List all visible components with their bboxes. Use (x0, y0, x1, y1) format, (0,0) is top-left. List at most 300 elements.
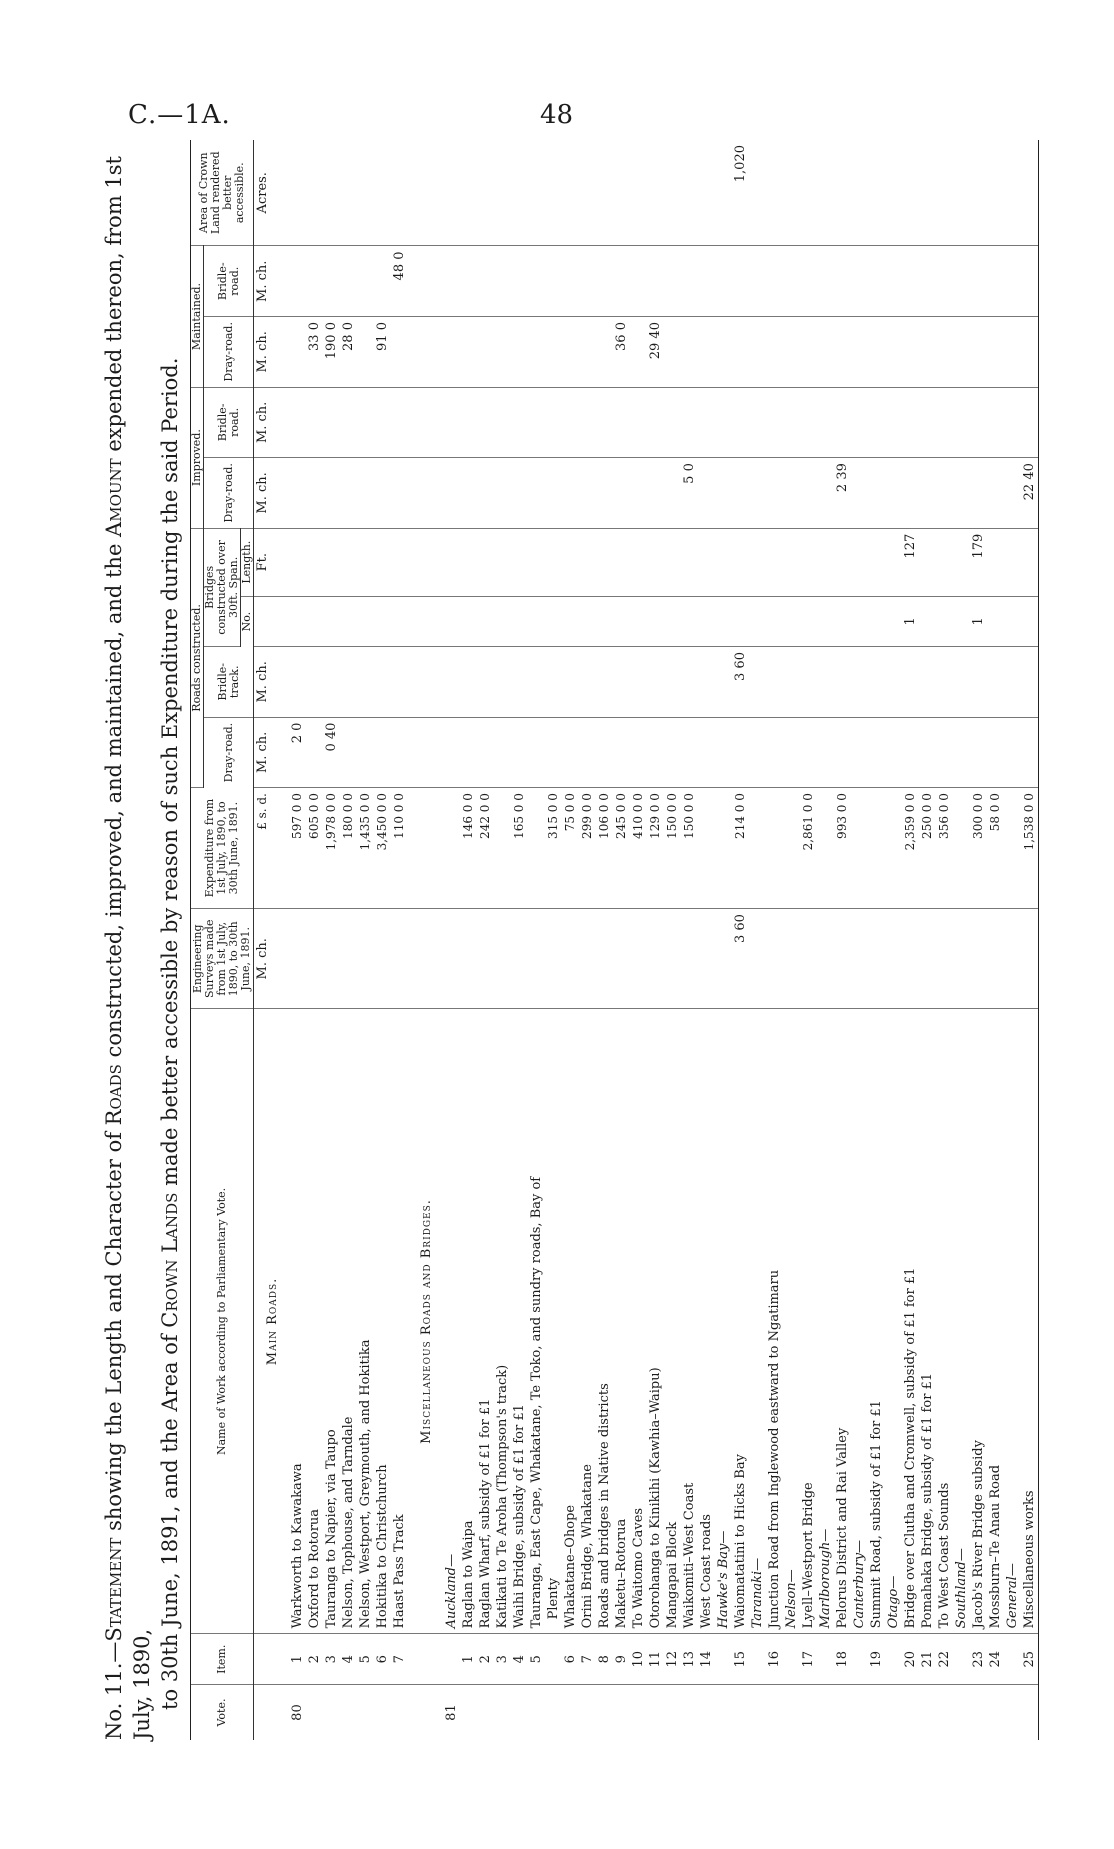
expenditure-cell: 315 0 0 (545, 788, 562, 909)
item-cell: 4 (340, 1634, 357, 1685)
work-name: Hawke's Bay— (715, 1009, 732, 1634)
page-reference: C.—1A. (128, 100, 231, 130)
maintained-dray-cell: 28 0 (340, 317, 357, 388)
maintained-dray-cell: 33 0 (306, 317, 323, 388)
improved-dray-cell (460, 458, 477, 529)
area-cell (391, 140, 408, 246)
constructed-dray-cell (647, 717, 664, 788)
constructed-dray-cell (732, 717, 749, 788)
item-cell: 5 (357, 1634, 374, 1685)
vote-cell (494, 1685, 511, 1740)
bridge-length-cell (987, 528, 1004, 596)
expenditure-cell (443, 788, 460, 909)
improved-bridle-cell (494, 387, 511, 458)
bridge-no-cell (766, 596, 783, 646)
table-row (323, 140, 340, 1740)
maintained-dray-cell (681, 317, 698, 388)
bridge-no-cell (834, 596, 851, 646)
maintained-dray-cell (834, 317, 851, 388)
constructed-bridle-cell (494, 647, 511, 718)
constructed-dray-cell (817, 717, 834, 788)
vote-cell (613, 1685, 630, 1740)
constructed-bridle-cell (528, 647, 545, 718)
improved-dray-cell: 2 39 (834, 458, 851, 529)
improved-dray-cell: 22 40 (1021, 458, 1039, 529)
improved-bridle-cell (681, 387, 698, 458)
area-cell (596, 140, 613, 246)
statement-title: No. 11.—Statement showing the Length and Character of Roads constructed, improved, and maintained, and the Amount expended thereon, from 1st July, 1890, to 30th June, 1891, and the Area of Crown Lands made better accessible by reason of such Expenditure during the said Period. (102, 156, 182, 1740)
improved-bridle-cell (511, 387, 528, 458)
table-row (596, 140, 613, 1740)
expenditure-cell (494, 788, 511, 909)
maintained-dray-cell (596, 317, 613, 388)
header-area: Area of Crown Land rendered better accessible. (191, 140, 254, 246)
vote-cell (323, 1685, 340, 1740)
vote-cell (391, 1685, 408, 1740)
header-improved: Improved. (191, 387, 204, 528)
work-name: Whakatane–Ohope (562, 1009, 579, 1634)
expenditure-cell (528, 788, 545, 909)
constructed-dray-cell (868, 717, 885, 788)
bridge-length-cell (749, 528, 766, 596)
constructed-dray-cell (391, 717, 408, 788)
item-cell: 1 (289, 1634, 306, 1685)
bridge-no-cell (511, 596, 528, 646)
survey-cell (340, 909, 357, 1009)
improved-bridle-cell (953, 387, 970, 458)
constructed-bridle-cell (391, 647, 408, 718)
expenditure-cell (698, 788, 715, 909)
constructed-dray-cell (783, 717, 800, 788)
item-cell: 1 (460, 1634, 477, 1685)
improved-bridle-cell (289, 387, 306, 458)
table-row (391, 140, 408, 1740)
table-row (630, 140, 647, 1740)
constructed-dray-cell (664, 717, 681, 788)
constructed-dray-cell (528, 717, 545, 788)
constructed-dray-cell (374, 717, 391, 788)
improved-dray-cell (783, 458, 800, 529)
maintained-bridle-cell (613, 246, 630, 317)
bridge-length-cell (681, 528, 698, 596)
maintained-dray-cell (630, 317, 647, 388)
maintained-dray-cell (579, 317, 596, 388)
improved-bridle-cell (477, 387, 494, 458)
improved-bridle-cell (749, 387, 766, 458)
table-row (834, 140, 851, 1740)
item-cell (783, 1634, 800, 1685)
table-row (579, 140, 596, 1740)
improved-dray-cell (698, 458, 715, 529)
item-cell: 7 (391, 1634, 408, 1685)
header-rc-bridges: Bridges constructed over 30ft. Span. (204, 528, 241, 646)
maintained-dray-cell (460, 317, 477, 388)
work-name: Maketu–Rotorua (613, 1009, 630, 1634)
vote-cell (647, 1685, 664, 1740)
improved-bridle-cell (987, 387, 1004, 458)
constructed-dray-cell (970, 717, 987, 788)
survey-cell (800, 909, 817, 1009)
improved-dray-cell (494, 458, 511, 529)
work-name: Nelson, Tophouse, and Tarndale (340, 1009, 357, 1634)
work-name: Junction Road from Inglewood eastward to Ngatimaru (766, 1009, 783, 1634)
table-row (647, 140, 664, 1740)
vote-cell (851, 1685, 868, 1740)
survey-cell (834, 909, 851, 1009)
expenditure-cell: 150 0 0 (681, 788, 698, 909)
survey-cell (460, 909, 477, 1009)
work-name: Nelson, Westport, Greymouth, and Hokitika (357, 1009, 374, 1634)
table-row (289, 140, 306, 1740)
constructed-bridle-cell (545, 647, 562, 718)
bridge-length-cell (443, 528, 460, 596)
bridge-no-cell: 1 (902, 596, 919, 646)
work-name: To West Coast Sounds (936, 1009, 953, 1634)
maintained-bridle-cell (460, 246, 477, 317)
maintained-bridle-cell (579, 246, 596, 317)
bridge-length-cell (919, 528, 936, 596)
expenditure-cell (715, 788, 732, 909)
expenditure-cell: 299 0 0 (579, 788, 596, 909)
improved-dray-cell (970, 458, 987, 529)
item-cell: 17 (800, 1634, 817, 1685)
area-cell (323, 140, 340, 246)
constructed-dray-cell (460, 717, 477, 788)
improved-dray-cell (800, 458, 817, 529)
item-cell (953, 1634, 970, 1685)
constructed-dray-cell (545, 717, 562, 788)
area-cell (1004, 140, 1021, 246)
expenditure-cell (749, 788, 766, 909)
improved-bridle-cell (460, 387, 477, 458)
area-cell (681, 140, 698, 246)
unit-bridle-track: M. ch. (254, 647, 290, 718)
work-name: Katikati to Te Aroha (Thompson's track) (494, 1009, 511, 1634)
work-name: Canterbury— (851, 1009, 868, 1634)
constructed-bridle-cell (323, 647, 340, 718)
work-name: General— (1004, 1009, 1021, 1634)
work-name: Nelson— (783, 1009, 800, 1634)
item-cell: 19 (868, 1634, 885, 1685)
table-row (443, 140, 460, 1740)
survey-cell (443, 909, 460, 1009)
table-row (715, 140, 732, 1740)
constructed-dray-cell (681, 717, 698, 788)
improved-dray-cell (579, 458, 596, 529)
improved-bridle-cell (613, 387, 630, 458)
header-name: Name of Work according to Parliamentary Vote. (191, 1009, 254, 1634)
header-imp-bridle: Bridle-road. (204, 387, 254, 458)
survey-cell (1004, 909, 1021, 1009)
survey-cell (647, 909, 664, 1009)
maintained-bridle-cell (766, 246, 783, 317)
constructed-bridle-cell (715, 647, 732, 718)
work-name: Taranaki— (749, 1009, 766, 1634)
improved-bridle-cell (868, 387, 885, 458)
bridge-no-cell (800, 596, 817, 646)
vote-cell (1021, 1685, 1039, 1740)
bridge-no-cell (289, 596, 306, 646)
constructed-bridle-cell (766, 647, 783, 718)
survey-cell (579, 909, 596, 1009)
work-name: Otorohanga to Kinikihi (Kawhia–Waipu) (647, 1009, 664, 1634)
expenditure-cell: 214 0 0 (732, 788, 749, 909)
improved-dray-cell (1004, 458, 1021, 529)
area-cell (1021, 140, 1039, 246)
vote-cell (936, 1685, 953, 1740)
bridge-length-cell (817, 528, 834, 596)
improved-dray-cell (357, 458, 374, 529)
expenditure-cell: 146 0 0 (460, 788, 477, 909)
improved-bridle-cell (800, 387, 817, 458)
maintained-bridle-cell (987, 246, 1004, 317)
maintained-dray-cell (477, 317, 494, 388)
improved-dray-cell (306, 458, 323, 529)
bridge-no-cell (630, 596, 647, 646)
work-name: Otago— (885, 1009, 902, 1634)
bridge-no-cell (936, 596, 953, 646)
constructed-bridle-cell (698, 647, 715, 718)
constructed-bridle-cell (477, 647, 494, 718)
bridge-length-cell (715, 528, 732, 596)
bridge-no-cell (868, 596, 885, 646)
bridge-length-cell (391, 528, 408, 596)
table-row (477, 140, 494, 1740)
table-row (664, 140, 681, 1740)
maintained-bridle-cell (562, 246, 579, 317)
survey-cell (715, 909, 732, 1009)
item-cell (545, 1634, 562, 1685)
bridge-length-cell (460, 528, 477, 596)
bridge-length-cell (511, 528, 528, 596)
bridge-length-cell (596, 528, 613, 596)
bridge-length-cell (374, 528, 391, 596)
vote-cell: 81 (444, 1704, 459, 1721)
expenditure-cell: 2,359 0 0 (902, 788, 919, 909)
table-row (987, 140, 1004, 1740)
bridge-no-cell (596, 596, 613, 646)
item-cell: 15 (732, 1634, 749, 1685)
table-row (800, 140, 817, 1740)
bridge-length-cell (306, 528, 323, 596)
constructed-bridle-cell (783, 647, 800, 718)
improved-dray-cell (885, 458, 902, 529)
item-cell: 3 (323, 1634, 340, 1685)
constructed-dray-cell (357, 717, 374, 788)
header-item: Item. (191, 1634, 254, 1685)
item-cell: 9 (613, 1634, 630, 1685)
table-row (613, 140, 630, 1740)
improved-dray-cell (749, 458, 766, 529)
improved-bridle-cell (443, 387, 460, 458)
area-cell (647, 140, 664, 246)
header-rc-bridle-track: Bridle-track. (204, 647, 254, 718)
vote-cell: 80 (290, 1704, 305, 1721)
constructed-dray-cell (494, 717, 511, 788)
area-cell: 1,020 (732, 140, 749, 246)
area-cell (664, 140, 681, 246)
area-cell (579, 140, 596, 246)
work-name: Waihi Bridge, subsidy of £1 for £1 (511, 1009, 528, 1634)
constructed-dray-cell (953, 717, 970, 788)
vote-cell (902, 1685, 919, 1740)
vote-cell (732, 1685, 749, 1740)
maintained-dray-cell (783, 317, 800, 388)
vote-cell (834, 1685, 851, 1740)
item-cell: 3 (494, 1634, 511, 1685)
bridge-no-cell (443, 596, 460, 646)
improved-dray-cell (987, 458, 1004, 529)
work-name: Miscellaneous works (1021, 1009, 1039, 1634)
work-name: Orini Bridge, Whakatane (579, 1009, 596, 1634)
improved-dray-cell (630, 458, 647, 529)
work-name: Southland— (953, 1009, 970, 1634)
bridge-no-cell (987, 596, 1004, 646)
bridge-no-cell (374, 596, 391, 646)
survey-cell (613, 909, 630, 1009)
expenditure-cell: 410 0 0 (630, 788, 647, 909)
bridge-no-cell (698, 596, 715, 646)
bridge-length-cell (851, 528, 868, 596)
survey-cell (528, 909, 545, 1009)
units-row (254, 140, 290, 1740)
item-cell: 14 (698, 1634, 715, 1685)
maintained-dray-cell (868, 317, 885, 388)
maintained-bridle-cell (970, 246, 987, 317)
vote-cell (783, 1685, 800, 1740)
bridge-length-cell (579, 528, 596, 596)
vote-cell (800, 1685, 817, 1740)
area-cell (851, 140, 868, 246)
survey-cell (783, 909, 800, 1009)
table-row (783, 140, 800, 1740)
improved-dray-cell (545, 458, 562, 529)
improved-dray-cell (851, 458, 868, 529)
maintained-bridle-cell (596, 246, 613, 317)
bridge-length-cell (664, 528, 681, 596)
bridge-length-cell (562, 528, 579, 596)
item-cell (885, 1634, 902, 1685)
table-row (698, 140, 715, 1740)
bridge-length-cell (783, 528, 800, 596)
maintained-bridle-cell (902, 246, 919, 317)
constructed-bridle-cell (579, 647, 596, 718)
vote-cell (715, 1685, 732, 1740)
bridge-length-cell (494, 528, 511, 596)
work-name: Lyell–Westport Bridge (800, 1009, 817, 1634)
maintained-dray-cell (885, 317, 902, 388)
survey-cell (596, 909, 613, 1009)
constructed-dray-cell (715, 717, 732, 788)
constructed-bridle-cell (817, 647, 834, 718)
bridge-length-cell (1021, 528, 1039, 596)
maintained-dray-cell (936, 317, 953, 388)
work-name: Jacob's River Bridge subsidy (970, 1009, 987, 1634)
bridge-length-cell (528, 528, 545, 596)
vote-cell (630, 1685, 647, 1740)
bridge-no-cell (647, 596, 664, 646)
improved-dray-cell (596, 458, 613, 529)
maintained-bridle-cell (289, 246, 306, 317)
section-misc-roads: Miscellaneous Roads and Bridges. (408, 1009, 443, 1634)
maintained-bridle-cell (340, 246, 357, 317)
maintained-dray-cell (289, 317, 306, 388)
vote-cell (477, 1685, 494, 1740)
item-cell: 18 (834, 1634, 851, 1685)
survey-cell (323, 909, 340, 1009)
constructed-bridle-cell (613, 647, 630, 718)
area-cell (885, 140, 902, 246)
maintained-bridle-cell (494, 246, 511, 317)
header-roads-constructed: Roads constructed. (191, 528, 204, 787)
survey-cell (545, 909, 562, 1009)
improved-bridle-cell (528, 387, 545, 458)
constructed-bridle-cell (919, 647, 936, 718)
table-row (732, 140, 749, 1740)
expenditure-cell: 242 0 0 (477, 788, 494, 909)
vote-cell (357, 1685, 374, 1740)
expenditure-cell: 245 0 0 (613, 788, 630, 909)
constructed-bridle-cell (340, 647, 357, 718)
constructed-bridle-cell (851, 647, 868, 718)
improved-bridle-cell (715, 387, 732, 458)
constructed-bridle-cell (749, 647, 766, 718)
improved-bridle-cell (885, 387, 902, 458)
work-name: Marlborough— (817, 1009, 834, 1634)
section-main-roads: Main Roads. (254, 1009, 290, 1634)
expenditure-cell: 597 0 0 (289, 788, 306, 909)
survey-cell (374, 909, 391, 1009)
expenditure-cell: 129 0 0 (647, 788, 664, 909)
area-cell (460, 140, 477, 246)
improved-bridle-cell (851, 387, 868, 458)
unit-maint-bridle: M. ch. (254, 246, 290, 317)
maintained-bridle-cell (834, 246, 851, 317)
bridge-length-cell: 127 (902, 528, 919, 596)
constructed-bridle-cell (834, 647, 851, 718)
survey-cell (953, 909, 970, 1009)
item-cell: 11 (647, 1634, 664, 1685)
improved-bridle-cell (698, 387, 715, 458)
item-cell: 2 (477, 1634, 494, 1685)
expenditure-cell: 1,435 0 0 (357, 788, 374, 909)
expenditure-cell: 605 0 0 (306, 788, 323, 909)
vote-cell (664, 1685, 681, 1740)
survey-cell (902, 909, 919, 1009)
improved-dray-cell (323, 458, 340, 529)
maintained-dray-cell (715, 317, 732, 388)
header-bridge-length: Length. (241, 528, 254, 596)
bridge-length-cell (647, 528, 664, 596)
constructed-dray-cell: 0 40 (323, 717, 340, 788)
bridge-length-cell (323, 528, 340, 596)
expenditure-cell: 2,861 0 0 (800, 788, 817, 909)
constructed-dray-cell (698, 717, 715, 788)
maintained-bridle-cell (630, 246, 647, 317)
maintained-dray-cell (664, 317, 681, 388)
maintained-bridle-cell (800, 246, 817, 317)
survey-cell (477, 909, 494, 1009)
bridge-no-cell (391, 596, 408, 646)
improved-bridle-cell (340, 387, 357, 458)
maintained-dray-cell: 36 0 (613, 317, 630, 388)
improved-bridle-cell (596, 387, 613, 458)
maintained-bridle-cell (936, 246, 953, 317)
expenditure-cell: 1,978 0 0 (323, 788, 340, 909)
vote-cell (1004, 1685, 1021, 1740)
bridge-no-cell (885, 596, 902, 646)
maintained-bridle-cell: 48 0 (391, 246, 408, 317)
